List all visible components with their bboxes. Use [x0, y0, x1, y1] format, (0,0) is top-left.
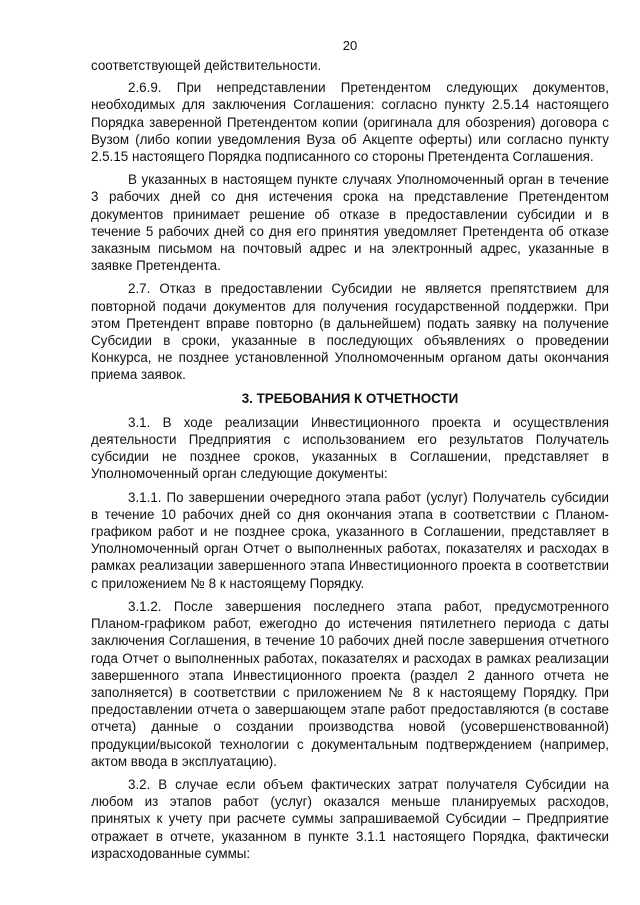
continuation-text: соответствующей действительности.	[91, 58, 322, 73]
document-page	[91, 0, 609, 868]
paragraph-3-2: 3.2. В случае если объем фактических затрат получателя Субсидии на любом из этапов работ (услуг) оказался меньше планируемых расходов, принятых к учету при расчете суммы запрашиваемой Субсидии – Предприятие отражает в отчете, указанном в пункте 3.1.1 настоящего Порядка, фактически израсходованные суммы:	[91, 776, 609, 861]
section-heading: 3. ТРЕБОВАНИЯ К ОТЧЕТНОСТИ	[241, 390, 459, 406]
paragraph-2-7: 2.7. Отказ в предоставлении Субсидии не является препятствием для повторной подачи документов для получения государственной поддержки. При этом Претендент вправе повторно (в дальнейшем) подать заявку на получение Субсидии в сроки, указанные в последующих объявлениях о проведении Конкурса, не позднее установленной Уполномоченным органом даты окончания приема заявок.	[91, 281, 609, 383]
paragraph-3-1: 3.1. В ходе реализации Инвестиционного проекта и осуществления деятельности Предприятия с использованием его результатов Получатель субсидии не позднее сроков, указанных в Соглашении, представляет в Уполномоченный орган следующие документы:	[91, 414, 609, 482]
page-number: 20	[342, 38, 358, 53]
paragraph-3-1-1: 3.1.1. По завершении очередного этапа работ (услуг) Получатель субсидии в течение 10 рабочих дней со дня окончания этапа в соответствии с Планом-графиком работ и не позднее срока, указанного в Соглашении, представляет в Уполномоченный орган Отчет о выполненных работах, показателях и расходах в рамках реализации завершенного этапа Инвестиционного проекта в соответствии с приложением № 8 к настоящему Порядку.	[91, 489, 609, 591]
paragraph-3-1-2: 3.1.2. После завершения последнего этапа работ, предусмотренного Планом-графиком работ, ежегодно до истечения пятилетнего периода с даты заключения Соглашения, в течение 10 рабочих дней после завершения отчетного года Отчет о выполненных работах, показателях и расходах в рамках реализации завершенного этапа Инвестиционного проекта (раздел 2 данного отчета не заполняется) в соответствии с приложением № 8 к настоящему Порядку. При предоставлении отчета о завершающем этапе работ предоставляются (в составе отчета) данные о создании производства новой (усовершенствованной) продукции/высокой технологии с документальным подтверждением (например, актом ввода в эксплуатацию).	[91, 598, 609, 769]
paragraph-2-6-9: 2.6.9. При непредставлении Претендентом следующих документов, необходимых для заключения Соглашения: согласно пункту 2.5.14 настоящего Порядка заверенной Претендентом копии (оригинала для обозрения) договора с Вузом (либо копии уведомления Вуза об Акцепте оферты) или согласно пункту 2.5.15 настоящего Порядка подписанного со стороны Претендента Соглашения.	[91, 80, 609, 165]
paragraph-refusal-notice: В указанных в настоящем пункте случаях Уполномоченный орган в течение 3 рабочих дней со дня истечения срока на представление Претендентом документов принимает решение об отказе в предоставлении субсидии и в течение 5 рабочих дней со дня его принятия уведомляет Претендента об отказе заказным письмом на почтовый адрес и на электронный адрес, указанные в заявке Претендента.	[91, 172, 609, 274]
